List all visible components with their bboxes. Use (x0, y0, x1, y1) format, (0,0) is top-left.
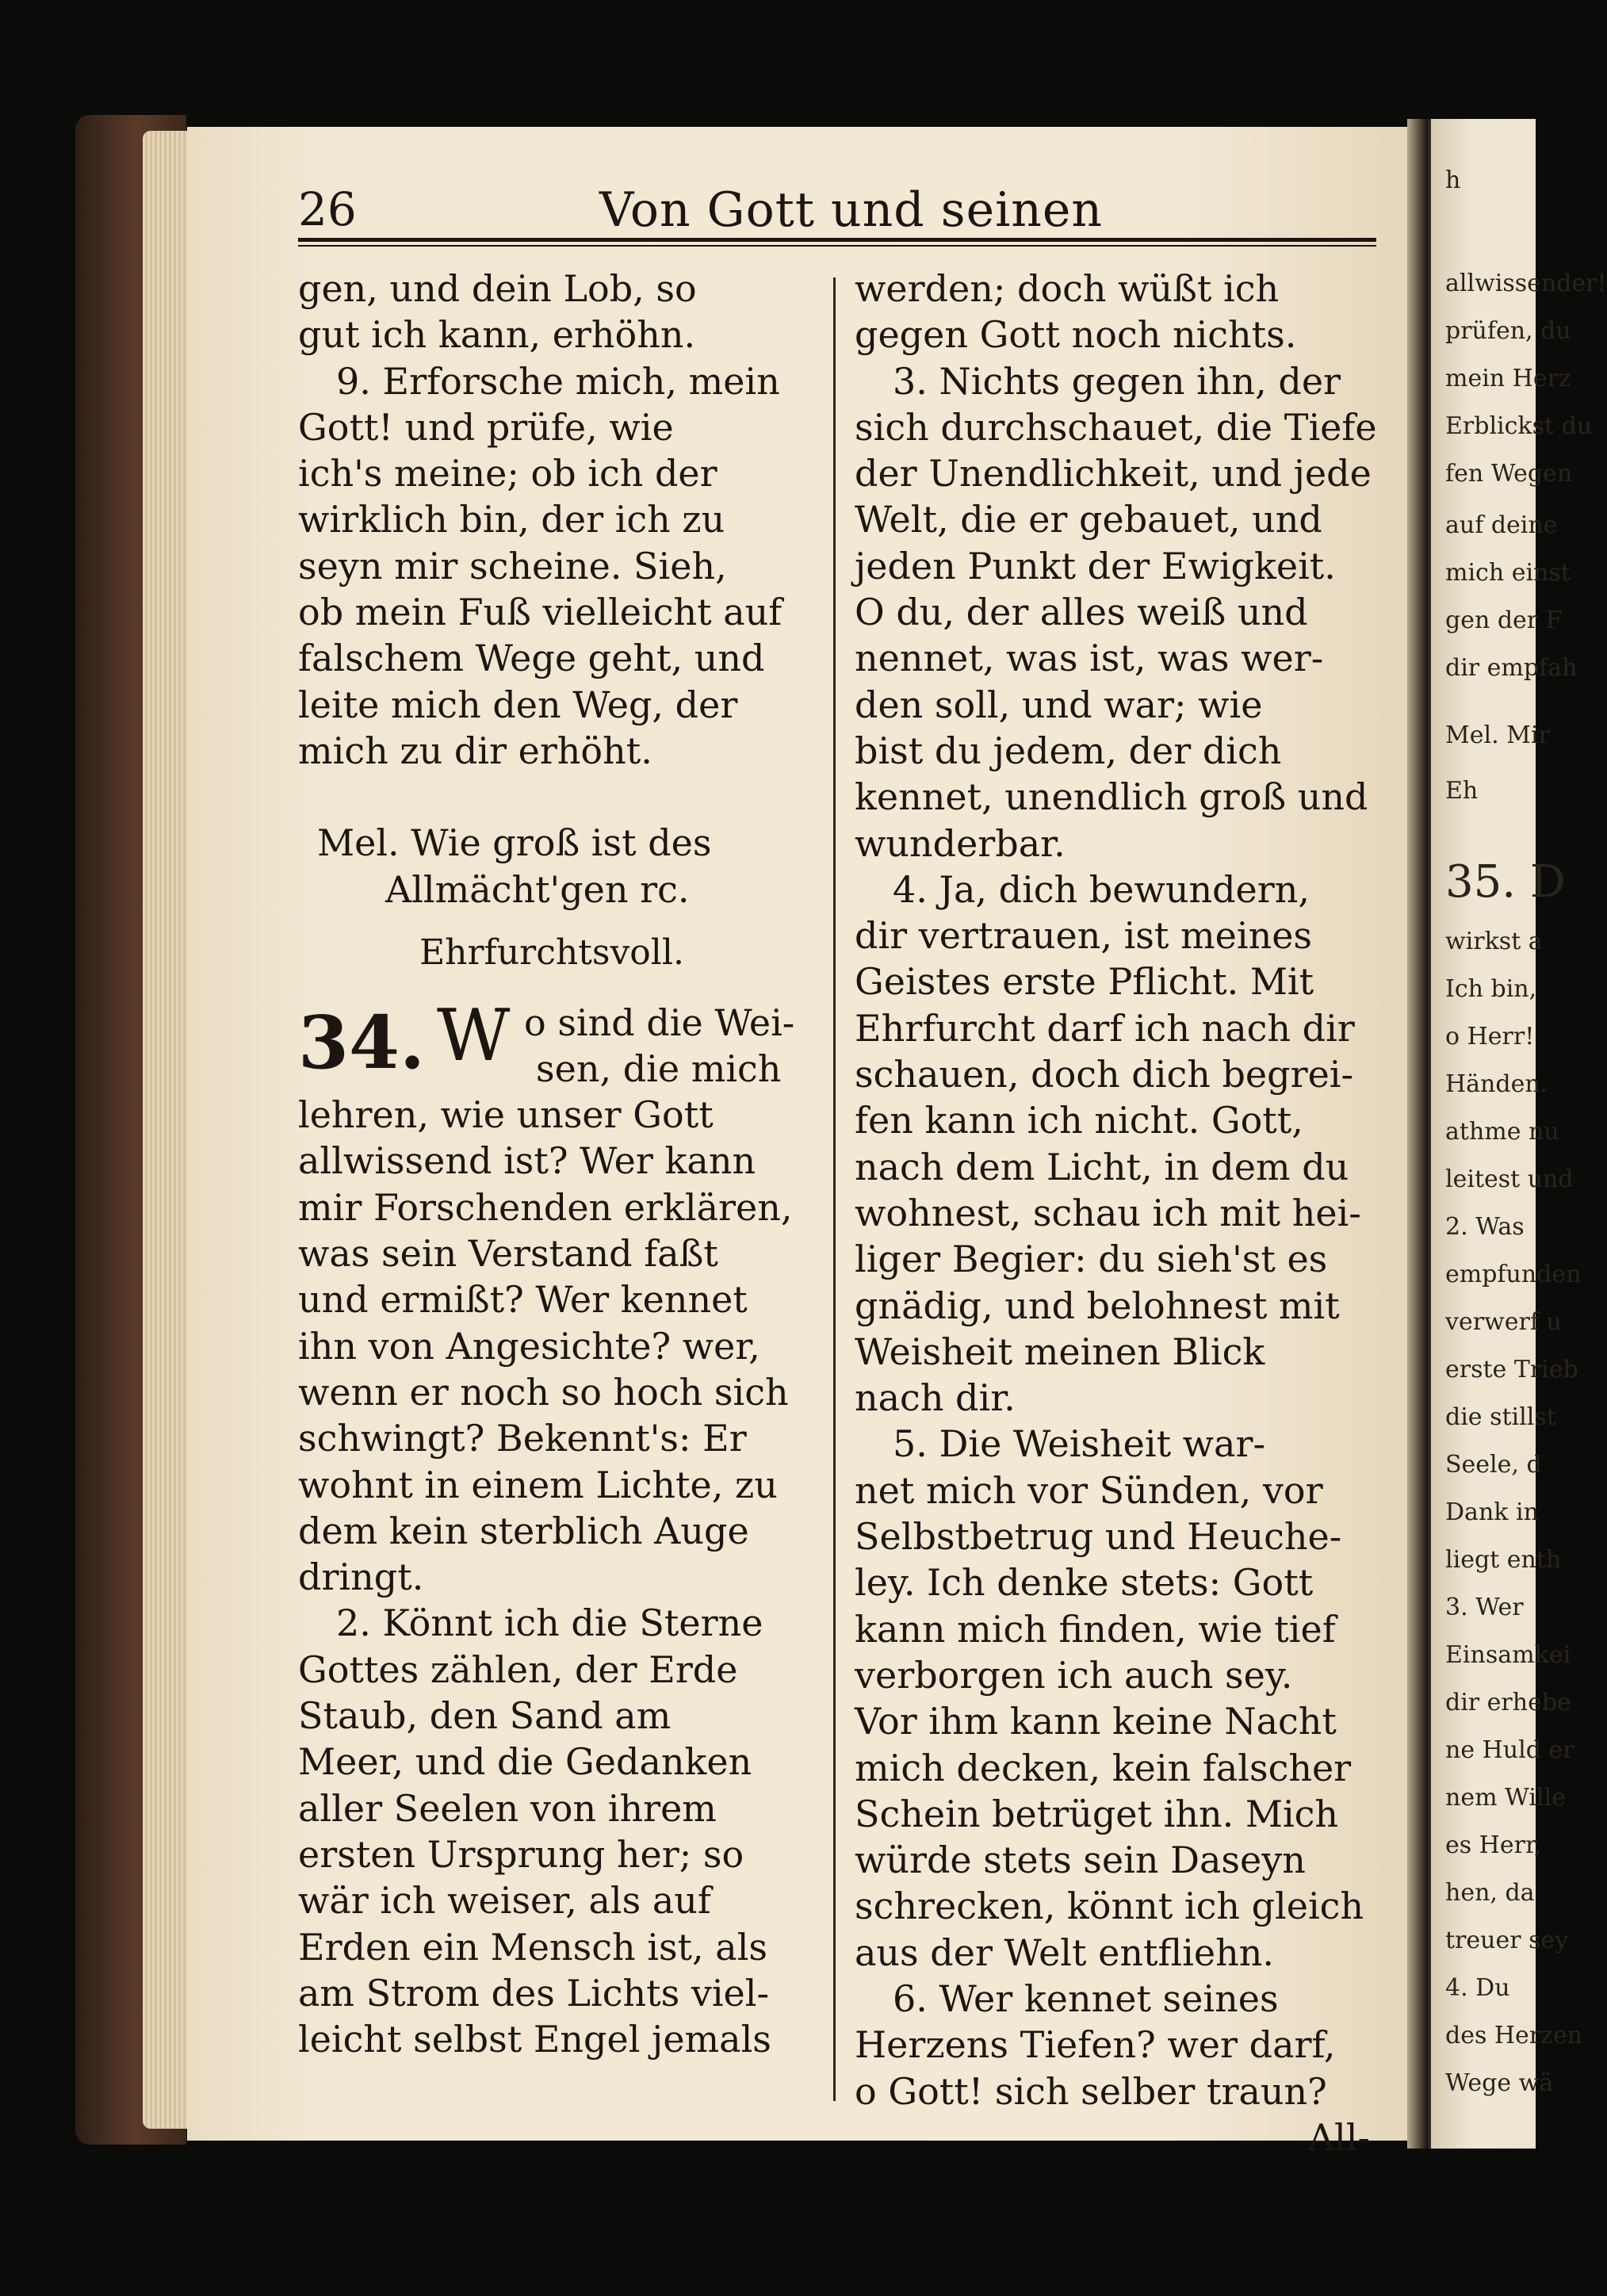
text-line: dir vertrauen, ist meines (855, 914, 1313, 958)
next-page-fragment: gen der F (1445, 607, 1563, 634)
next-page-fragment: 4. Du (1445, 1974, 1510, 2002)
text-line: gnädig, und belohnest mit (855, 1284, 1340, 1327)
next-page-fragment: dir empfah (1445, 654, 1578, 682)
text-line: aus der Welt entfliehn. (855, 1931, 1274, 1974)
next-page-fragment: erste Trieb (1445, 1356, 1578, 1383)
text-line: was sein Verstand faßt (298, 1232, 718, 1276)
verse-start: 9. Erforsche mich, mein (336, 359, 780, 403)
verse-start: 5. Die Weisheit war- (893, 1422, 1266, 1466)
text-line: mich zu dir erhöht. (298, 729, 652, 772)
next-page-fragment: auf deine (1445, 511, 1558, 539)
text-line: leite mich den Weg, der (298, 683, 738, 726)
text-line: wunderbar. (855, 821, 1066, 865)
text-line: O du, der alles weiß und (855, 591, 1308, 634)
left-column (298, 266, 805, 2062)
text-line: dringt. (298, 1556, 424, 1599)
text-line: Gott! und prüfe, wie (298, 405, 674, 449)
next-page-fragment: verwerf u (1445, 1308, 1562, 1336)
text-line: wenn er noch so hoch sich (298, 1370, 789, 1414)
next-page-fragment: Erblickst du (1445, 412, 1593, 440)
text-line: ob mein Fuß vielleicht auf (298, 591, 782, 634)
catchword: All- (1307, 2115, 1370, 2159)
text-line: allwissend ist? Wer kann (298, 1139, 756, 1183)
verse-start: 6. Wer kennet seines (893, 1976, 1279, 2020)
next-page-fragment: 2. Was (1445, 1213, 1525, 1241)
text-line: Ehrfurcht darf ich nach dir (855, 1006, 1355, 1050)
running-title: Von Gott und seinen (599, 182, 1104, 238)
text-line: Geistes erste Pflicht. Mit (855, 960, 1314, 1004)
text-line: ersten Ursprung her; so (298, 1832, 744, 1876)
text-line: am Strom des Lichts viel- (298, 1971, 770, 2015)
next-page-fragment: Ich bin, (1445, 975, 1537, 1003)
next-page-fragment: o Herr! (1445, 1023, 1535, 1050)
text-line: gegen Gott noch nichts. (855, 313, 1297, 357)
next-page-fragment: Mel. Mir (1445, 721, 1550, 749)
next-page-fragment: des Herzen (1445, 2022, 1583, 2049)
verse-start: 4. Ja, dich bewundern, (893, 867, 1310, 911)
right-column (855, 266, 1378, 2160)
verse-start: 2. Könnt ich die Sterne (336, 1601, 763, 1645)
text-line: Herzens Tiefen? wer darf, (855, 2023, 1336, 2067)
next-page-fragment: Einsamkei (1445, 1641, 1571, 1669)
text-line: lehren, wie unser Gott (298, 1093, 714, 1137)
next-page-fragment: mein Herz (1445, 365, 1571, 392)
text-line: dem kein sterblich Auge (298, 1509, 749, 1552)
text-line: wär ich weiser, als auf (298, 1879, 711, 1923)
text-line: gen, und dein Lob, so (298, 267, 697, 310)
text-line: Schein betrüget ihn. Mich (855, 1792, 1339, 1835)
text-line: net mich vor Sünden, vor (855, 1468, 1323, 1512)
next-page-fragment: wirkst a (1445, 928, 1543, 955)
next-page-fragment: liegt enth (1445, 1546, 1562, 1574)
text-line: schauen, doch dich begrei- (855, 1053, 1354, 1096)
text-line: Gottes zählen, der Erde (298, 1647, 738, 1691)
next-page (1431, 119, 1607, 2149)
text-line: wohnest, schau ich mit hei- (855, 1191, 1361, 1234)
next-page-fragment: die stillst (1445, 1403, 1556, 1431)
text-line: schrecken, könnt ich gleich (855, 1885, 1364, 1928)
next-page-fragment: dir erhebe (1445, 1689, 1571, 1716)
text-line: gut ich kann, erhöhn. (298, 313, 696, 357)
text-line: sich durchschauet, die Tiefe (855, 405, 1377, 449)
text-line: mir Forschenden erklären, (298, 1185, 793, 1229)
text-line: bist du jedem, der dich (855, 729, 1282, 772)
text-line: kennet, unendlich groß und (855, 775, 1368, 819)
text-line: wirklich bin, der ich zu (298, 498, 725, 541)
hymn-start-line: o sind die Wei- (524, 1001, 795, 1045)
text-line: werden; doch wüßt ich (855, 267, 1280, 310)
next-page-fragment: es Herr, (1445, 1831, 1542, 1859)
header-rule (298, 238, 1376, 247)
melody-line: Allmächt'gen rc. (385, 867, 690, 911)
text-line: aller Seelen von ihrem (298, 1786, 717, 1830)
page-number: 26 (298, 182, 357, 236)
melody-line: Mel. Wie groß ist des (317, 821, 712, 865)
hymn-start-line: sen, die mich (536, 1047, 782, 1091)
text-line: falschem Wege geht, und (298, 637, 765, 680)
next-page-fragment: Eh (1445, 777, 1479, 805)
text-line: verborgen ich auch sey. (855, 1653, 1293, 1697)
text-line: Meer, und die Gedanken (298, 1740, 752, 1784)
text-line: jeden Punkt der Ewigkeit. (855, 544, 1336, 587)
text-line: leicht selbst Engel jemals (298, 2018, 771, 2061)
verse-start: 3. Nichts gegen ihn, der (893, 359, 1341, 403)
text-line: Selbstbetrug und Heuche- (855, 1515, 1342, 1559)
text-line: nach dem Licht, in dem du (855, 1145, 1349, 1188)
next-page-fragment: mich einst (1445, 559, 1571, 587)
text-line: Weisheit meinen Blick (855, 1330, 1265, 1373)
next-page-fragment: prüfen, du (1445, 317, 1571, 345)
text-line: nach dir. (855, 1376, 1016, 1420)
text-line: würde stets sein Daseyn (855, 1839, 1306, 1882)
next-page-fragment: Händen. (1445, 1070, 1548, 1098)
next-page-fragment: empfunden (1445, 1261, 1582, 1288)
text-line: wohnt in einem Lichte, zu (298, 1463, 778, 1506)
hymn-number: 34. (298, 1000, 426, 1086)
book-page (187, 127, 1424, 2159)
text-line: Erden ein Mensch ist, als (298, 1925, 768, 1969)
tone-marking: Ehrfurchtsvoll. (419, 932, 684, 973)
next-page-fragment: allwissender! (1445, 270, 1607, 297)
next-page-fragment: Dank in (1445, 1498, 1539, 1526)
text-line: kann mich finden, wie tief (855, 1607, 1336, 1651)
next-page-fragment: 35. D (1445, 856, 1566, 908)
text-line: Staub, den Sand am (298, 1694, 671, 1738)
text-line: der Unendlichkeit, und jede (855, 452, 1372, 496)
next-page-fragment: ne Huld er (1445, 1736, 1574, 1764)
text-line: und ermißt? Wer kennet (298, 1278, 748, 1322)
next-page-fragment: leitest und (1445, 1165, 1574, 1193)
text-line: ich's meine; ob ich der (298, 452, 717, 496)
text-line: ley. Ich denke stets: Gott (855, 1561, 1314, 1605)
next-page-fragment: athme nu (1445, 1118, 1559, 1146)
text-line: mich decken, kein falscher (855, 1746, 1352, 1789)
text-line: ihn von Angesichte? wer, (298, 1324, 760, 1368)
next-page-fragment: h (1445, 166, 1461, 194)
drop-cap: W (437, 994, 511, 1078)
text-line: seyn mir scheine. Sieh, (298, 544, 727, 587)
text-line: schwingt? Bekennt's: Er (298, 1417, 747, 1460)
text-line: Welt, die er gebauet, und (855, 498, 1322, 541)
text-line: fen kann ich nicht. Gott, (855, 1099, 1303, 1142)
hymn-start (298, 994, 805, 1092)
text-line: den soll, und war; wie (855, 683, 1263, 726)
next-page-fragment: 3. Wer (1445, 1594, 1524, 1621)
text-line: liger Begier: du sieh'st es (855, 1238, 1328, 1281)
next-page-fragment: Seele, d (1445, 1451, 1542, 1479)
next-page-fragment: treuer sey (1445, 1927, 1569, 1954)
text-line: Vor ihm kann keine Nacht (855, 1700, 1337, 1743)
next-page-fragment: fen Wegen (1445, 460, 1573, 488)
next-page-fragment: nem Wille (1445, 1784, 1566, 1812)
text-line: o Gott! sich selber traun? (855, 2069, 1327, 2113)
next-page-fragment: Wege wä (1445, 2069, 1554, 2097)
next-page-fragment: hen, da (1445, 1879, 1535, 1907)
column-divider (833, 277, 836, 2101)
text-line: nennet, was ist, was wer- (855, 637, 1324, 680)
